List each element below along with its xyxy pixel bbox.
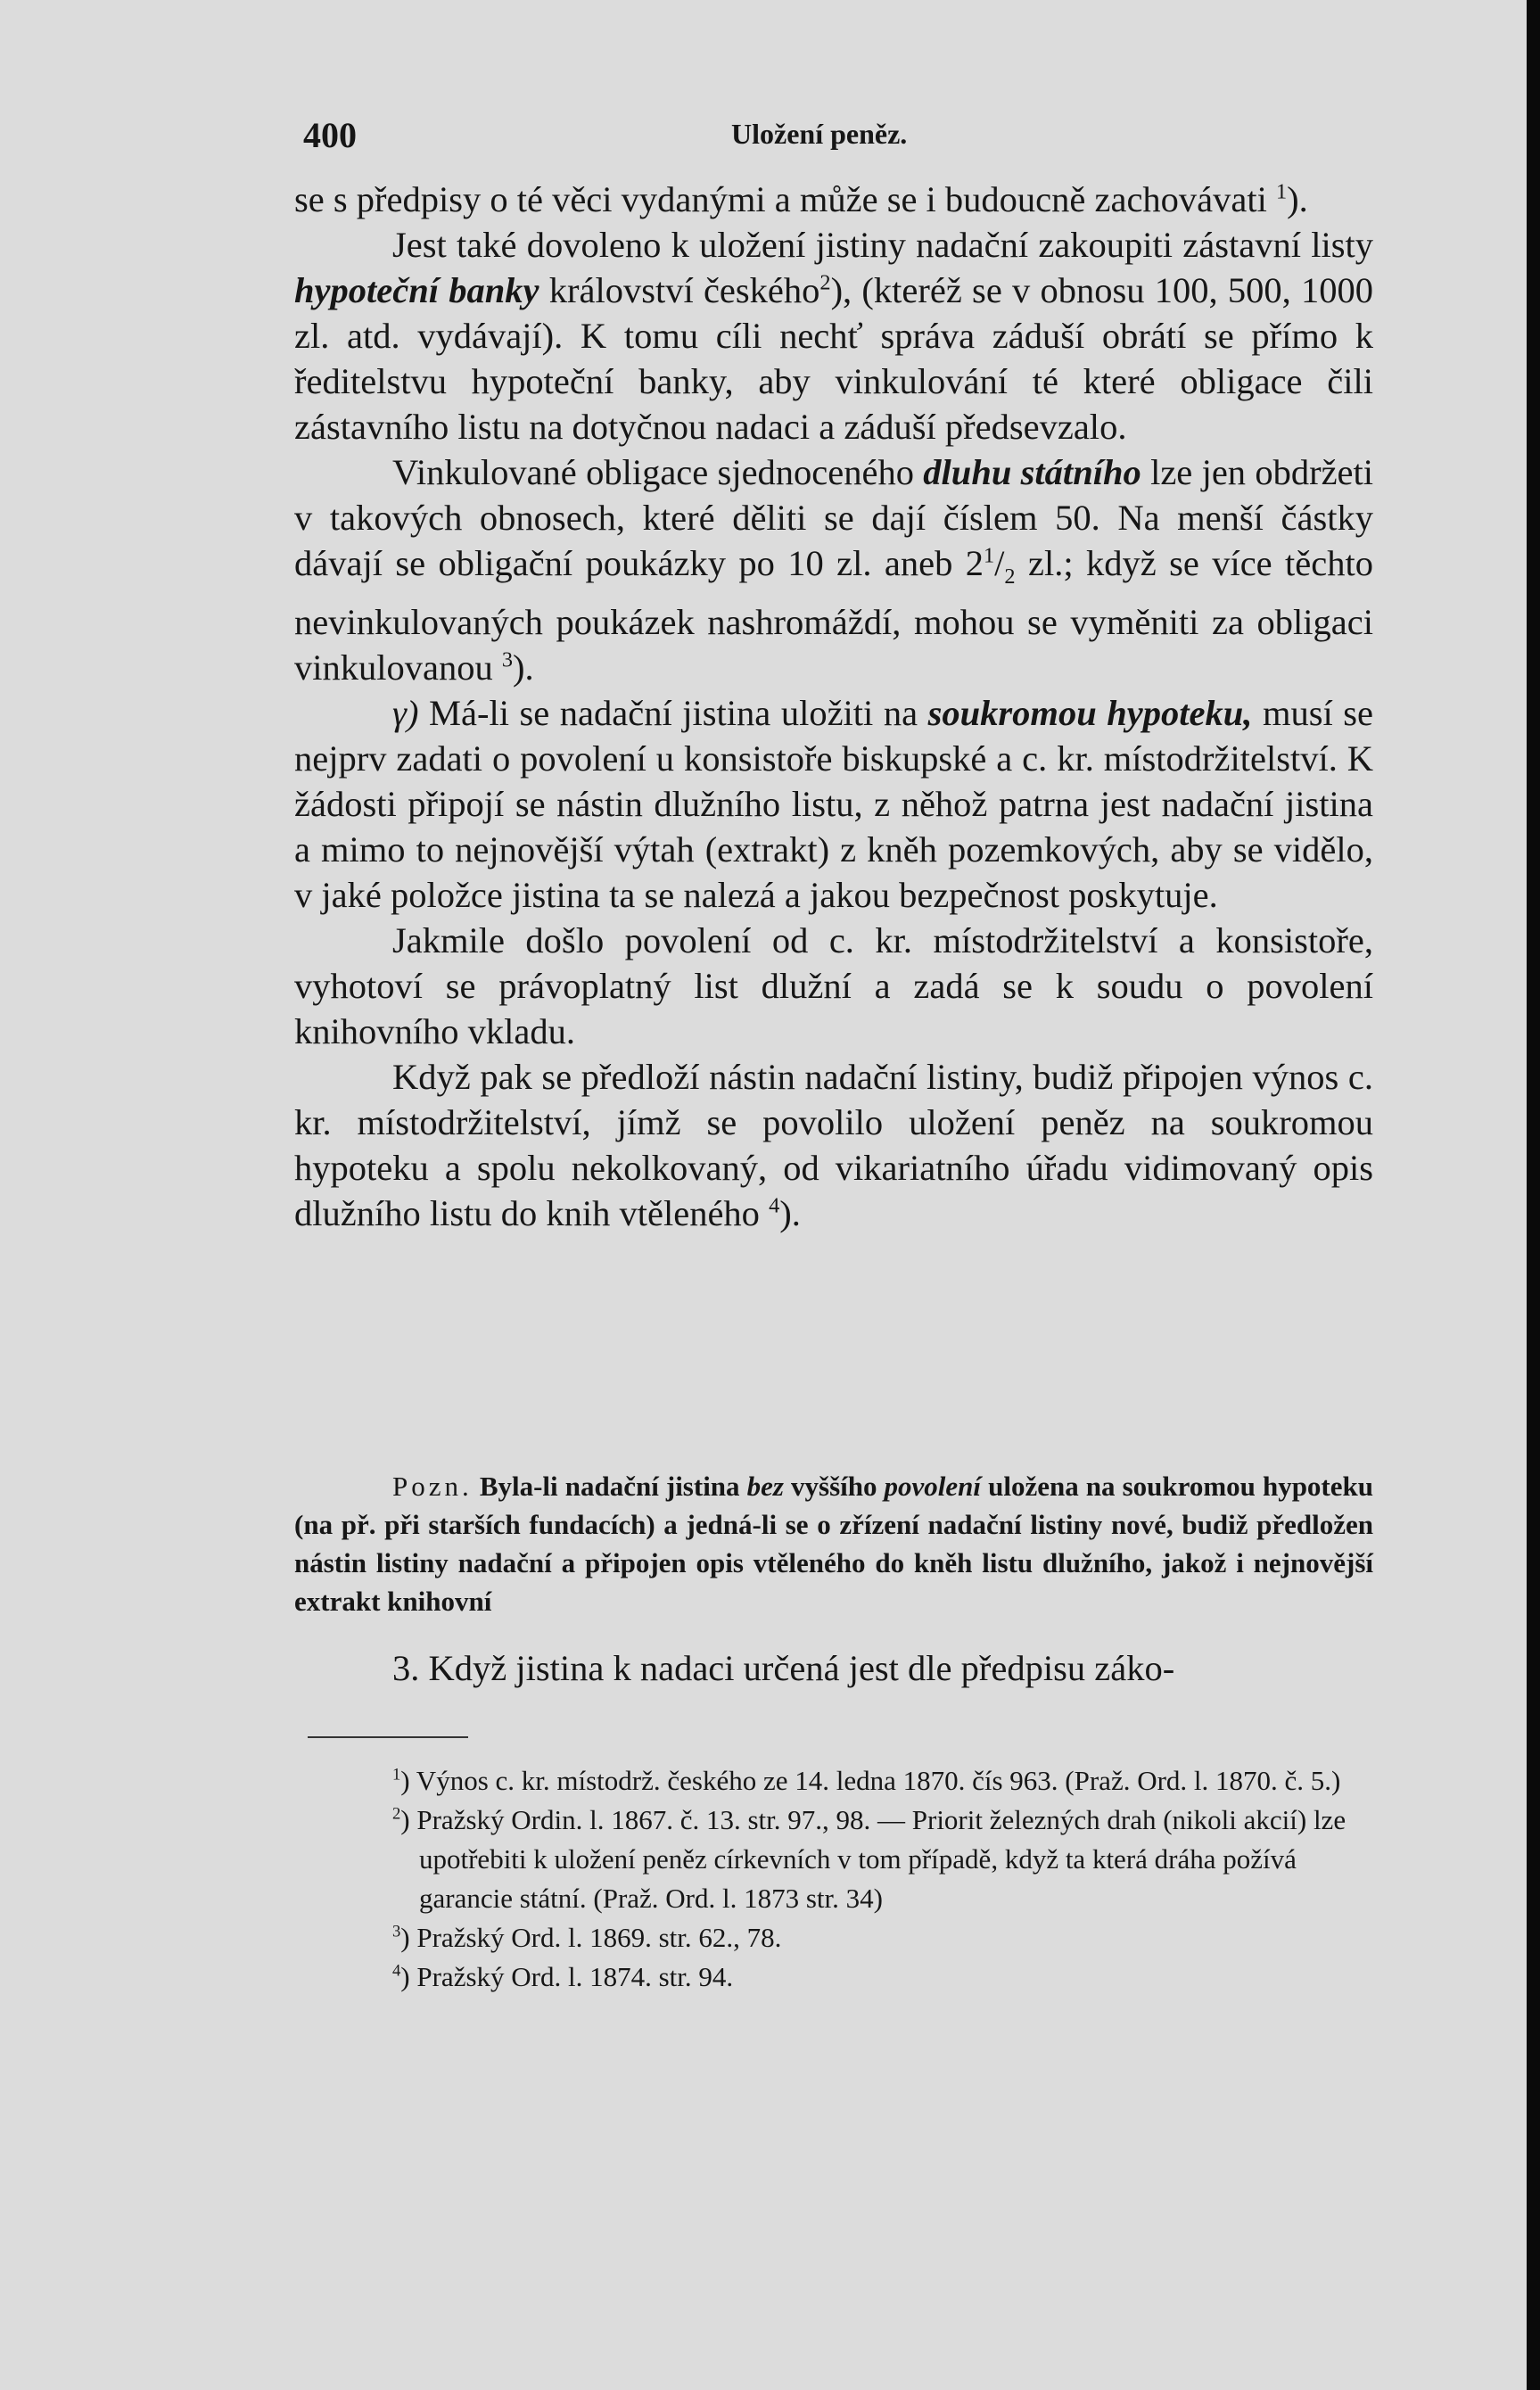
emphasis-hypotecni-banky: hypoteční banky xyxy=(294,270,539,310)
paragraph-3: Vinkulované obligace sjednoceného dluhu státního lze jen obdržeti v takových obnosech, které děliti se dají číslem 50. Na menší částky dávají se obligační poukázky po 10 zl. aneb $2^1/_2$ zl.; když se více těchto nevinkulovaných poukázek nashromáždí, mohou se vyměniti za obligaci vinkulovanou $^3$). xyxy=(294,452,1374,688)
fraction-slash: / xyxy=(994,543,1005,583)
footnote-ref-4: 4 xyxy=(769,1193,780,1218)
section-3-text: 3. Když jistina k nadaci určená jest dle předpisu záko- xyxy=(392,1648,1175,1688)
paragraph-5: Jakmile došlo povolení od c. kr. místodržitelství a konsistoře, vyhotoví se právoplatný list dlužní a zadá se k soudu o povolení knihovního vkladu. xyxy=(294,920,1373,1052)
paragraph-6: Když pak se předloží nástin nadační listiny, budiž připojen výnos c. kr. místodržitelství, jímž se povolilo uložení peněz na soukromou hypoteku a spolu nekolkovaný, od vikariatního úřadu vidimovaný opis dlužního listu do knih vtěleného $^4$). xyxy=(294,1057,1373,1234)
page-header xyxy=(294,96,1373,159)
item-label-gamma: γ) xyxy=(392,693,419,734)
footnote-1: $^1$) Výnos c. kr. místodrž. českého ze 14. ledna 1870. čís 963. (Praž. Ord. l. 1870. č. 5.) xyxy=(392,1765,1341,1796)
footnote-ref-1: 1 xyxy=(1276,179,1288,204)
emphasis-soukromou-hypoteku: soukromou hypoteku, xyxy=(927,693,1253,734)
fraction-denominator: 2 xyxy=(1004,565,1016,589)
remark-note: Pozn. Byla-li nadační jistina bez vyššího povolení uložena na soukromou hypoteku (na př. při starších fundacích) a jedná-li se o zřízení nadační listiny nové, budiž předložen nástin listiny nadační a připojen opis vtěleného do kněh listu dlužního, jakož i nejnovější extrakt knihovní xyxy=(294,1471,1373,1617)
paragraph-1: se s předpisy o té věci vydanými a může se i budoucně zachovávati $^1$). xyxy=(294,179,1308,219)
footnote-ref-2: 2 xyxy=(819,270,831,295)
page-number: 400 xyxy=(303,115,357,155)
footnote-3: $^3$) Pražský Ord. l. 1869. str. 62., 78. xyxy=(392,1922,782,1953)
fraction-numerator: 1 xyxy=(984,543,995,568)
paragraph-2: Jest také dovoleno k uložení jistiny nadační zakoupiti zástavní listy hypoteční banky království českého$^2$), (kteréž se v obnosu 100, 500, 1000 zl. atd. vydávají). K tomu cíli nechť správa záduší obrátí se přímo k ředitelstvu hypoteční banky, aby vinkulování té které obligace čili zástavního listu na dotyčnou nadaci a záduší předsevzalo. xyxy=(294,225,1374,447)
footnote-rule xyxy=(308,1736,468,1738)
footnotes xyxy=(392,1761,1373,1997)
footnote-2: $^2$) Pražský Ordin. l. 1867. č. 13. str. 97., 98. — Priorit železných drah (nikoli akcií) lze upotřebiti k uložení peněz církevních v tom případě, když ta která dráha požívá garancie státní. (Praž. Ord. l. 1873 str. 34) xyxy=(392,1804,1346,1914)
body-text xyxy=(294,177,1373,1236)
emphasis-dluhu-statniho: dluhu státního xyxy=(923,452,1141,492)
running-title: Uložení peněz. xyxy=(731,118,908,150)
note-label: Pozn. xyxy=(392,1471,473,1502)
footnote-ref-3: 3 xyxy=(501,647,514,672)
footnote-4: $^4$) Pražský Ord. l. 1874. str. 94. xyxy=(392,1961,734,1992)
scan-edge xyxy=(1527,0,1540,2390)
paragraph-4: γ) Má-li se nadační jistina uložiti na soukromou hypoteku, musí se nejprv zadati o povolení u konsistoře biskupské a c. kr. místodržitelství. K žádosti připojí se nástin dlužního listu, z něhož patrna jest nadační jistina a mimo to nejnovější výtah (extrakt) z kněh pozemkových, aby se vidělo, v jaké položce jistina ta se nalezá a jakou bezpečnost poskytuje. xyxy=(294,693,1373,916)
